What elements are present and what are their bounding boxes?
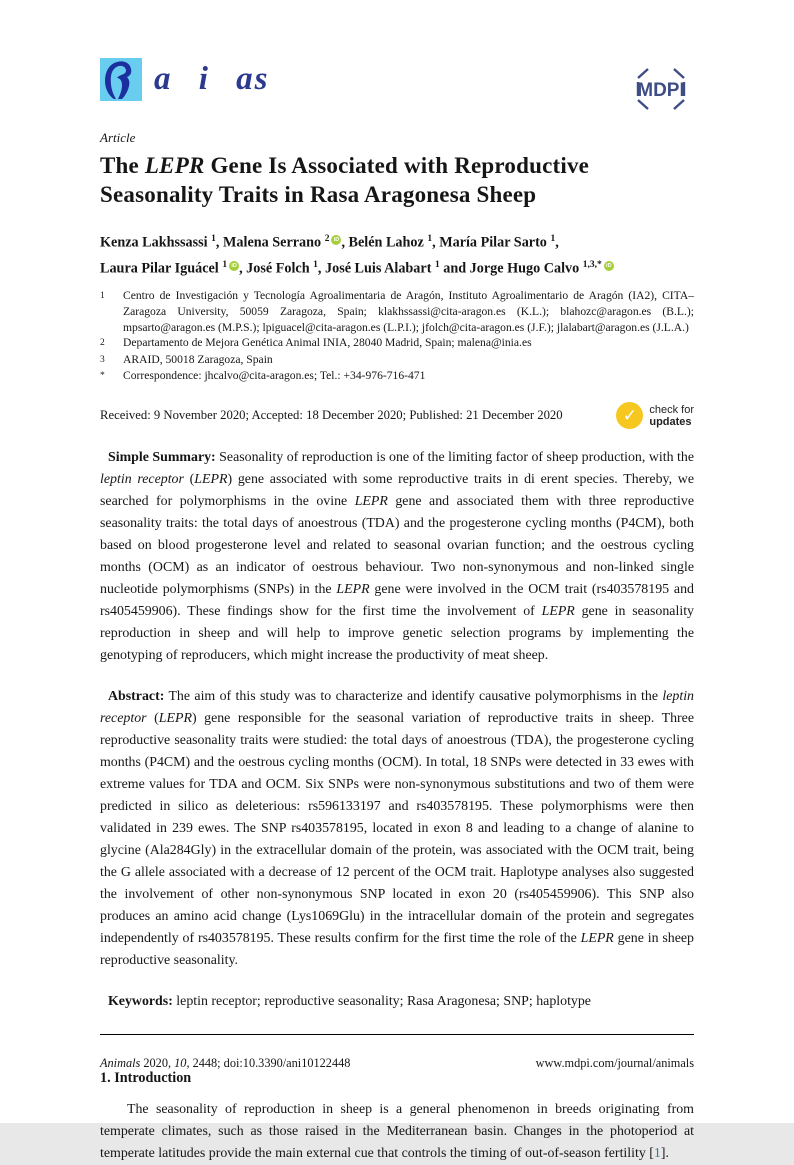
page-footer bbox=[100, 1056, 694, 1071]
article-title: The LEPR Gene Is Associated with Reproductive Seasonality Traits in Rasa Aragonesa Sheep bbox=[100, 153, 590, 207]
affiliation-row bbox=[100, 352, 694, 369]
abstract: Abstract: The aim of this study was to characterize and identify causative polymorphisms in the leptin receptor (LEPR) gene responsible for the seasonal variation of reproductive traits in sheep. Three reproductive seasonality traits were studied: the total days of anoestrous (TDA), the progesterone cycling months (P4CM) and the oestrous cycling months (OCM). In total, 18 SNPs were detected in 33 ewes with extreme values for TDA and OCM. Six SNPs were non-synonymous substitutions and two of them were predicted in silico as deleterious: rs596133197 and rs403578195. These polymorphisms were then validated in 239 ewes. The SNP rs403578195, located in exon 8 and leading to a change of alanine to glycine (Ala284Gly) in the extracellular domain of the protein, was associated with the OCM trait, being the G allele associated with a decrease of 12 percent of the OCM trait. Haplotype analyses also suggested the involvement of other non-synonymous SNP located in exon 20 (rs405459906). This SNP also produces an amino acid change (Lys1069Glu) in the intracellular domain of the protein and segregates independently of rs403578195. These results confirm for the first time the role of the LEPR gene in sheep reproductive seasonality. bbox=[100, 689, 694, 969]
divider-rule bbox=[100, 1034, 694, 1035]
mdpi-logo[interactable] bbox=[628, 66, 694, 117]
author-affiliation-superscript: 1,3,* bbox=[582, 259, 602, 270]
affiliation-row bbox=[100, 288, 694, 335]
orcid-icon[interactable]: iD bbox=[604, 261, 614, 271]
authors-line-2: Laura Pilar Iguácel $^1$ iD , José Folch $^1$, José Luis Alabart $^1$ and Jorge Hugo Calvo $^{1,3,*}$ iD bbox=[100, 254, 694, 280]
affiliation-marker: 3 bbox=[100, 354, 105, 365]
orcid-icon[interactable]: iD bbox=[229, 261, 239, 271]
author-affiliation-superscript: 1 bbox=[427, 234, 433, 244]
journal-logo[interactable] bbox=[100, 58, 270, 101]
author-affiliation-superscript: 1 bbox=[550, 234, 556, 244]
animals-journal-icon bbox=[100, 58, 142, 101]
affiliations-block bbox=[100, 288, 694, 385]
journal-name-text: a i as bbox=[154, 61, 270, 97]
badge-line-2: updates bbox=[649, 415, 692, 428]
journal-url[interactable]: www.mdpi.com/journal/animals bbox=[535, 1056, 694, 1070]
svg-text:MDPI: MDPI bbox=[637, 80, 685, 101]
orcid-icon[interactable]: iD bbox=[331, 235, 341, 245]
citation-line: Animals 2020, 10, 2448; doi:10.3390/ani10122448 bbox=[100, 1056, 351, 1070]
authors-line-1: Kenza Lakhssassi $^1$, Malena Serrano $^2$ iD , Belén Lahoz $^1$, María Pilar Sarto $^1$, bbox=[100, 234, 559, 251]
affiliation-text: ARAID, 50018 Zaragoza, Spain bbox=[123, 352, 273, 366]
received-accepted-published: Received: 9 November 2020; Accepted: 18 December 2020; Published: 21 December 2020 bbox=[100, 408, 563, 423]
masthead bbox=[100, 58, 694, 108]
authors-block bbox=[100, 228, 694, 279]
author-affiliation-superscript: 1 bbox=[313, 259, 318, 270]
check-for-updates-badge[interactable] bbox=[616, 402, 694, 429]
dates-row bbox=[100, 402, 694, 429]
citation-link[interactable]: 1 bbox=[653, 1146, 661, 1162]
section-heading-introduction: 1. Introduction bbox=[100, 1070, 192, 1087]
badge-line-1: check for bbox=[649, 403, 694, 416]
affiliation-row bbox=[100, 335, 694, 352]
author-affiliation-superscript: 1 bbox=[434, 259, 440, 270]
author-affiliation-superscript: 1 bbox=[211, 234, 216, 244]
introduction-paragraph: The seasonality of reproduction in sheep is a general phenomenon in breeds originating from temperate climates, such as those raised in the Mediterranean basin. Changes in the photoperiod at temperate latitudes provide the main external cue that controls the timing of out-of-season fertility [1]. bbox=[100, 1102, 694, 1162]
author-affiliation-superscript: 1 bbox=[222, 259, 228, 270]
simple-summary: Simple Summary: Seasonality of reproduction is one of the limiting factor of sheep production, with the leptin receptor (LEPR) gene associated with some reproductive traits in di erent species. Thereby, we searched for polymorphisms in the ovine LEPR gene and associated them with three reproductive seasonality traits: the total days of anoestrous (TDA) and the progesterone cycling months (P4CM), both based on blood progesterone level and related to seasonal ovarian function; and the oestrous cycling months (OCM) as an indicator of oestrous behaviour. Two non-synonymous and non-linked single nucleotide polymorphisms (SNPs) in the LEPR gene were involved in the OCM trait (rs403578195 and rs405459906). These findings show for the first time the involvement of LEPR gene in seasonality reproduction in sheep and will help to improve genetic selection programs by implementing the genotyping of reproducers, which might increase the productivity of meat sheep. bbox=[100, 450, 694, 664]
check-for-updates-label bbox=[649, 404, 694, 428]
article-type-label: Article bbox=[100, 130, 136, 145]
affiliation-marker: 1 bbox=[100, 291, 105, 302]
affiliation-text: Centro de Investigación y Tecnología Agroalimentaria de Aragón, Instituto Agroalimentario de Aragón (IA2), CITA–Zaragoza University, 50059 Zaragoza, Spain; klakhssassi@cita-aragon.es (K.L.); blahozc@aragon.es (B.L.); mpsarto@aragon.es (M.P.S.); lpiguacel@cita-aragon.es (L.P.I.); jfolch@cita-aragon.es (J.F.); jlalabart@aragon.es (J.L.A.) bbox=[123, 289, 694, 334]
affiliation-marker: * bbox=[100, 371, 105, 382]
affiliation-marker: 2 bbox=[100, 338, 105, 349]
author-affiliation-superscript: 2 bbox=[324, 234, 330, 244]
keywords: Keywords: leptin receptor; reproductive seasonality; Rasa Aragonesa; SNP; haplotype bbox=[108, 994, 591, 1010]
check-icon: ✓ bbox=[616, 402, 643, 429]
affiliation-text: Departamento de Mejora Genética Animal INIA, 28040 Madrid, Spain; malena@inia.es bbox=[123, 336, 532, 350]
affiliation-row bbox=[100, 368, 694, 385]
correspondence-text: Correspondence: jhcalvo@cita-aragon.es; Tel.: +34-976-716-471 bbox=[123, 369, 426, 383]
